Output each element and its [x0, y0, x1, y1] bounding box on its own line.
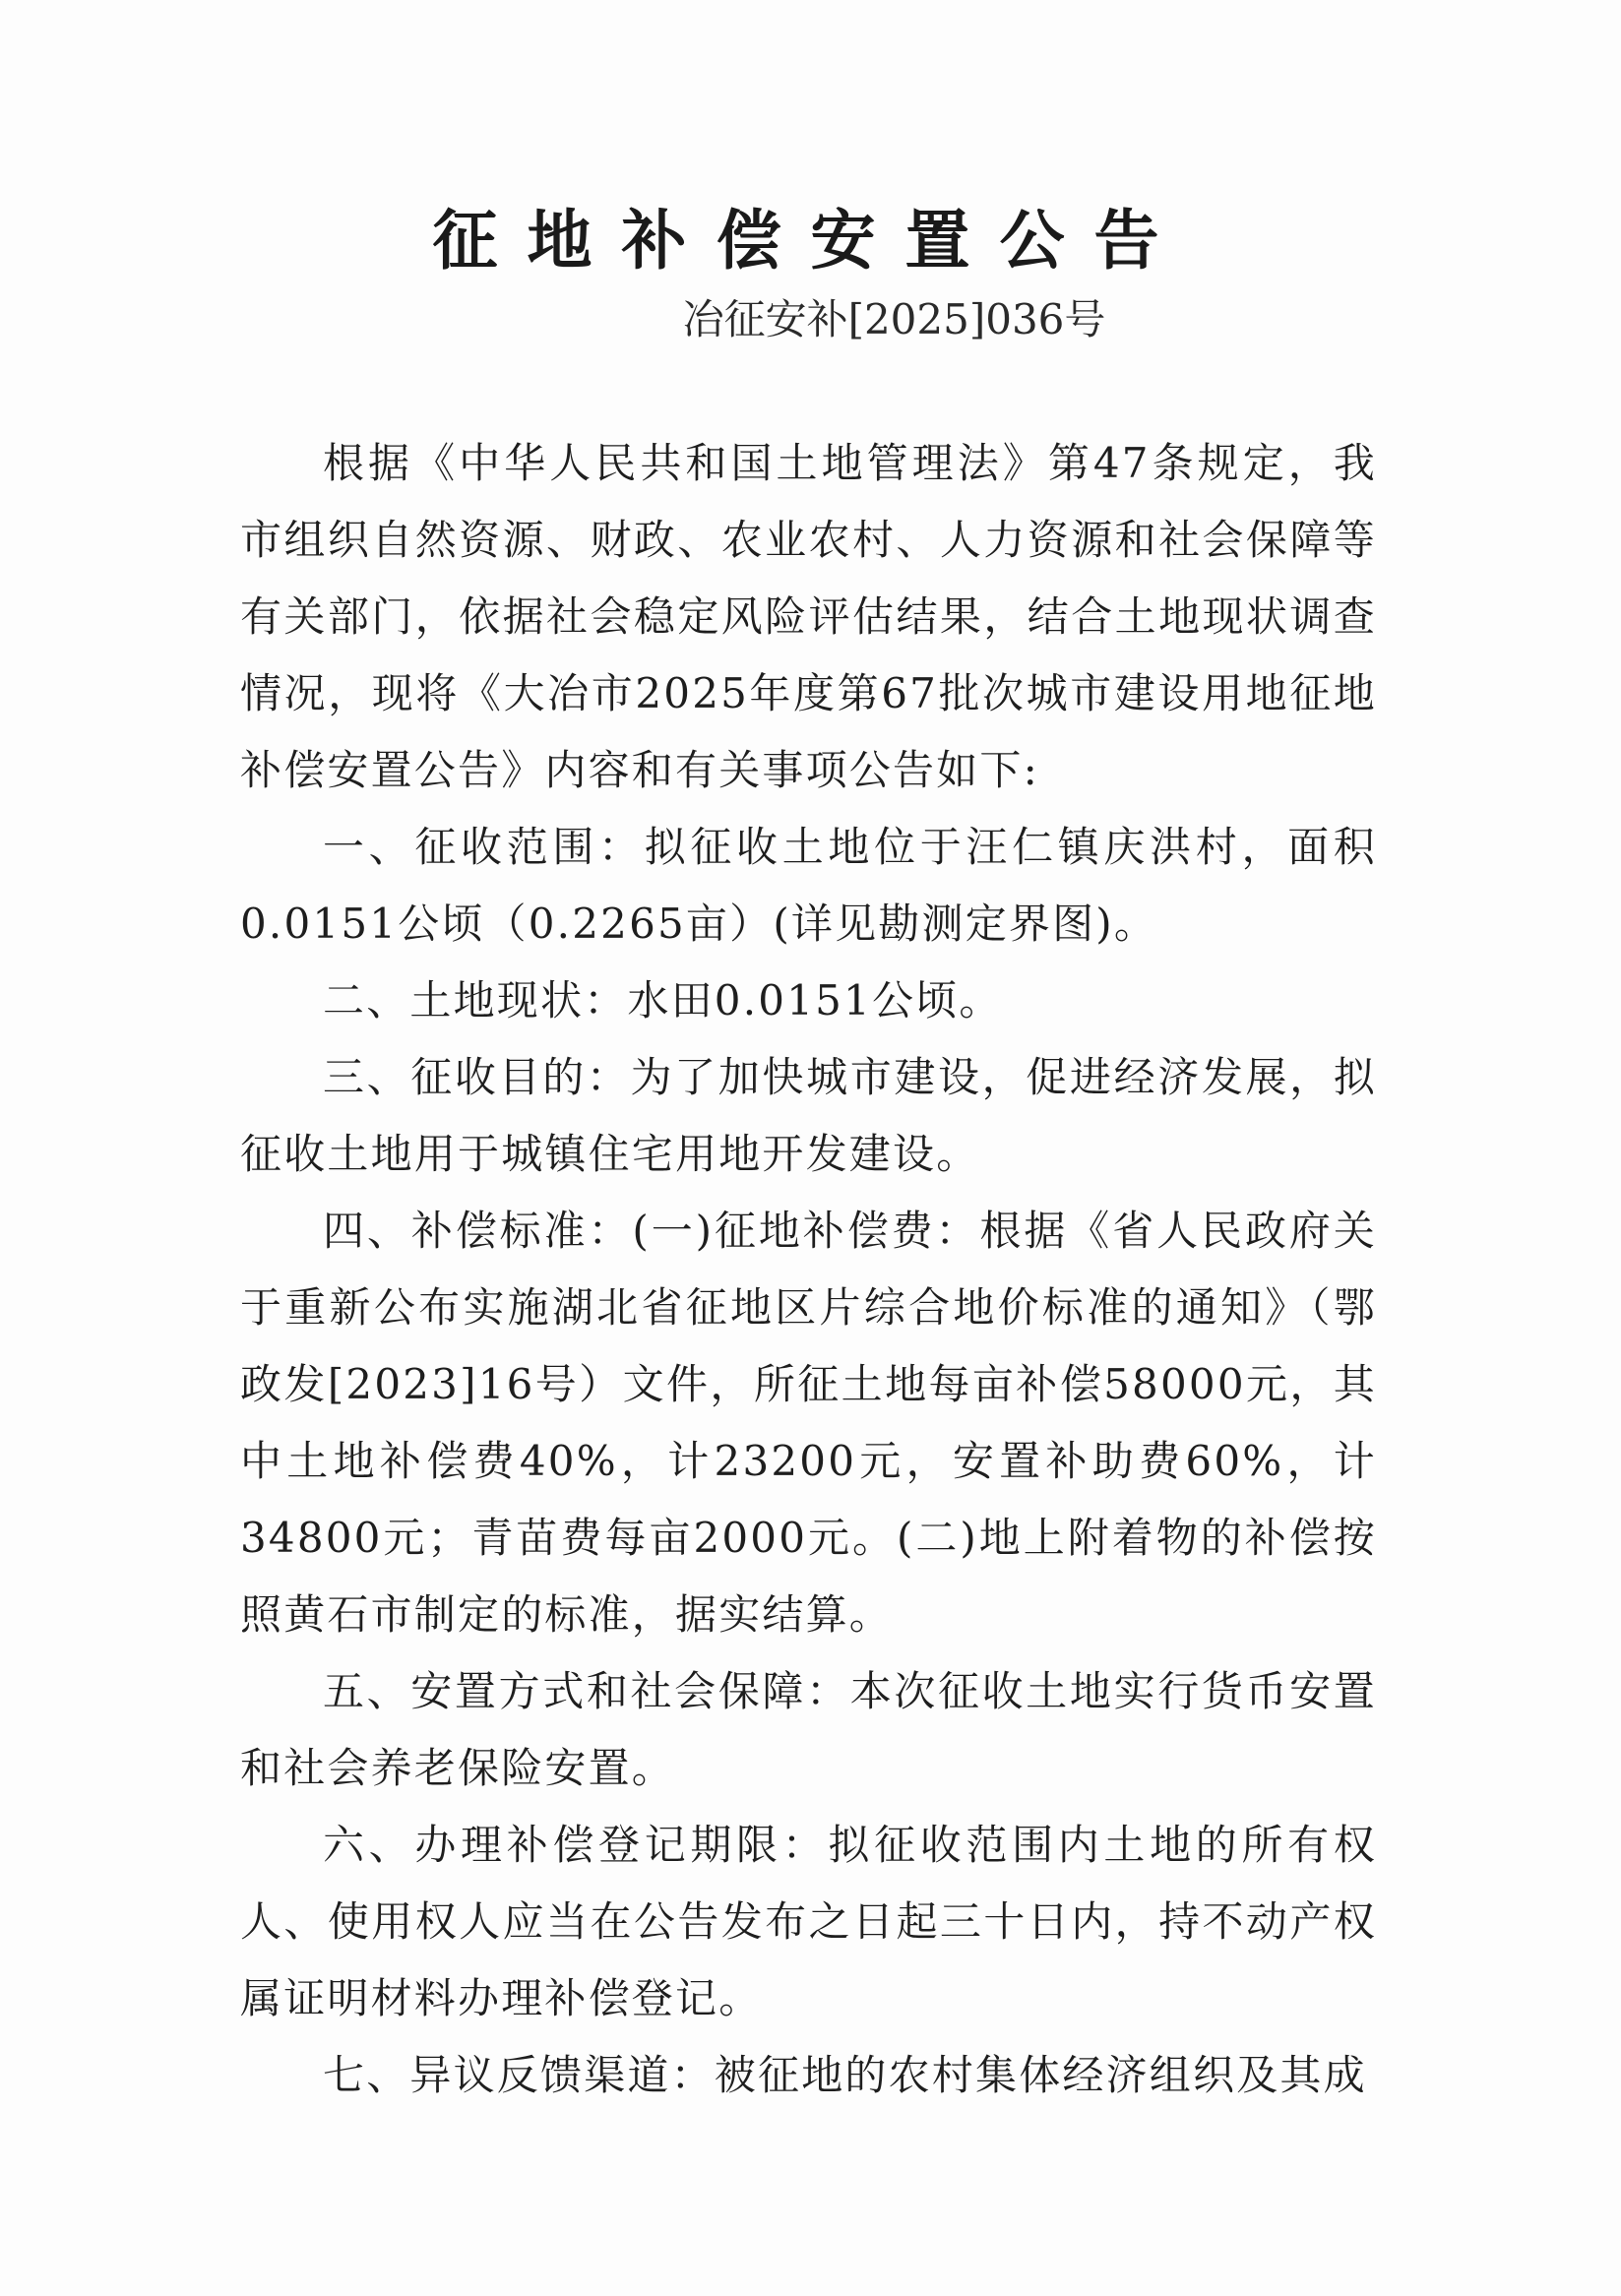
paragraph-resettlement: 五、安置方式和社会保障：本次征收土地实行货币安置和社会养老保险安置。 [240, 1667, 1377, 1792]
paragraph-compensation-standard: 四、补偿标准：(一)征地补偿费：根据《省人民政府关于重新公布实施湖北省征地区片综合地价标准的通知》（鄂政发[2023]16号）文件，所征土地每亩补偿58000元，其中土地补偿费40%，计23200元，安置补助费60%，计34800元；青苗费每亩2000元。(二)地上附着物的补偿按照黄石市制定的标准，据实结算。 [240, 1207, 1377, 1639]
paragraph-purpose: 三、征收目的：为了加快城市建设，促进经济发展，拟征收土地用于城镇住宅用地开发建设。 [240, 1053, 1377, 1178]
paragraph-objection-channel: 七、异议反馈渠道：被征地的农村集体经济组织及其成 [323, 2051, 1367, 2099]
document-title: 征地补偿安置公告 [432, 203, 1189, 279]
paragraph-intro: 根据《中华人民共和国土地管理法》第47条规定，我市组织自然资源、财政、农业农村、人力资源和社会保障等有关部门，依据社会稳定风险评估结果，结合土地现状调查情况，现将《大冶市2025年度第67批次城市建设用地征地补偿安置公告》内容和有关事项公告如下: [240, 439, 1377, 794]
paragraph-scope: 一、征收范围：拟征收土地位于汪仁镇庆洪村，面积0.0151公顷（0.2265亩）(详见勘测定界图)。 [240, 823, 1377, 948]
document-body [240, 425, 1377, 2114]
paragraph-registration-deadline: 六、办理补偿登记期限：拟征收范围内土地的所有权人、使用权人应当在公告发布之日起三十日内，持不动产权属证明材料办理补偿登记。 [240, 1821, 1377, 2022]
document-number: 冶征安补[2025]036号 [682, 295, 1106, 343]
paragraph-land-status: 二、土地现状：水田0.0151公顷。 [323, 976, 1003, 1024]
